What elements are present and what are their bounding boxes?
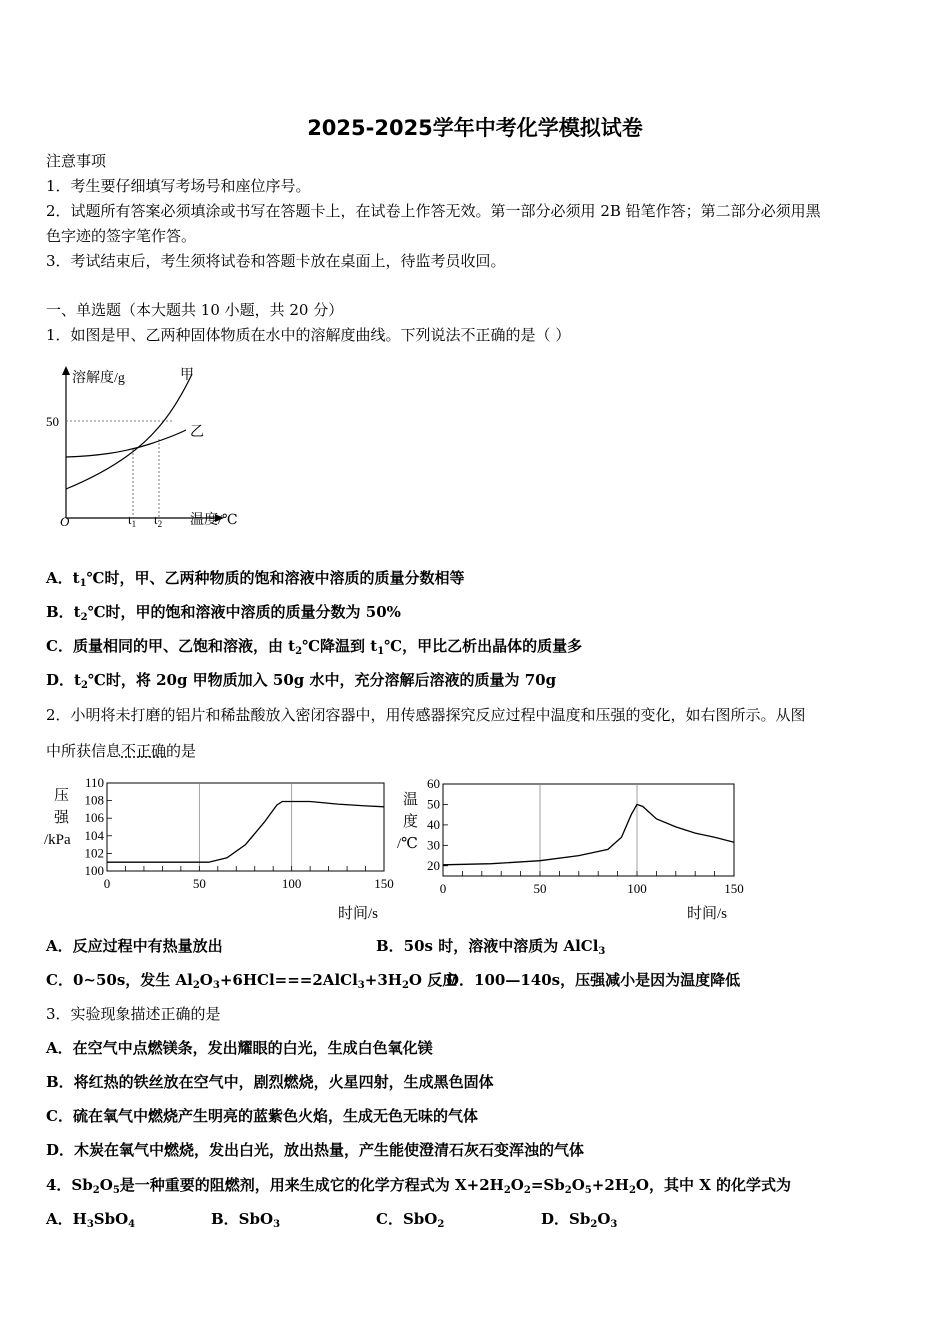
q4-option-d[interactable]: D．$Sb_2O_3$ <box>541 1210 618 1230</box>
x-tick-label: 0 <box>439 881 447 896</box>
q4-option-b[interactable]: B．SbO$_3$ <box>211 1210 281 1230</box>
notice-item: 3．考试结束后，考生须将试卷和答题卡放在桌面上，待监考员收回。 <box>46 252 506 270</box>
q3-option-d[interactable]: D．木炭在氧气中燃烧，发出白光，放出热量，产生能使澄清石灰石变浑浊的气体 <box>46 1141 585 1159</box>
y-axis-arrow <box>62 366 70 375</box>
curve-jia <box>66 374 192 489</box>
y-tick-label: 104 <box>84 827 104 843</box>
pressure-chart <box>40 770 400 930</box>
q2-stem-line1: 2．小明将未打磨的铝片和稀盐酸放入密闭容器中，用传感器探究反应过程中温度和压强的变化，如右图所示。从图 <box>46 706 806 724</box>
notice-item: 色字迹的签字笔作答。 <box>46 227 197 245</box>
y-axis-label: 温 <box>403 792 419 808</box>
notice-item: 2．试题所有答案必须填涂或书写在答题卡上，在试卷上作答无效。第一部分必须用 2B 铅笔作答；第二部分必须用黑 <box>46 202 821 220</box>
curve-yi <box>66 430 186 457</box>
y-axis-label: 溶解度/g <box>72 371 125 386</box>
x-axis-label: 温度/℃ <box>190 513 238 528</box>
plot-frame <box>107 783 384 871</box>
q2-stem-line2: 中所获信息不正确的是 <box>46 742 197 760</box>
y-tick-label: 30 <box>427 837 440 853</box>
y-axis-label: 强 <box>54 810 70 826</box>
y-axis-label: /℃ <box>397 836 418 852</box>
q4-option-c[interactable]: C．SbO$_2$ <box>376 1210 445 1230</box>
pressure-curve <box>107 802 384 863</box>
q2-option-b[interactable]: B．50s 时，溶液中溶质为 AlCl$_3$ <box>376 937 606 957</box>
q1-option-c[interactable]: C．质量相同的甲、乙饱和溶液，由 $t_2℃$降温到 $t_1℃$，甲比乙析出晶体的质量多 <box>46 637 583 657</box>
q2-option-a[interactable]: A．反应过程中有热量放出 <box>46 937 223 955</box>
x-tick-label: 100 <box>627 881 647 896</box>
q4-stem: 4．$Sb_2O_5$是一种重要的阻燃剂，用来生成它的化学方程式为 $X+2H_2O_2=Sb_2O_5+2H_2O$，其中 X 的化学式为 <box>46 1176 792 1196</box>
y-tick-label: 110 <box>84 775 104 790</box>
y-tick-label: 60 <box>427 776 440 791</box>
temperature-curve <box>443 804 734 864</box>
q3-option-a[interactable]: A．在空气中点燃镁条，发出耀眼的白光，生成白色氧化镁 <box>46 1039 433 1057</box>
t1-label: $t_1$ <box>128 512 137 529</box>
notice-item: 1．考生要仔细填写考场号和座位序号。 <box>46 177 311 195</box>
curve-yi-label: 乙 <box>190 425 204 440</box>
y-tick-label: 102 <box>84 845 104 861</box>
notice-heading: 注意事项 <box>46 152 107 170</box>
x-tick-label: 150 <box>724 881 744 896</box>
y-tick-label: 50 <box>427 796 440 812</box>
plot-frame <box>443 784 734 876</box>
x-axis-label: 时间/s <box>687 906 728 922</box>
solubility-chart <box>40 360 260 535</box>
y-axis-label: 度 <box>403 814 419 830</box>
x-tick-label: 150 <box>374 876 394 891</box>
section-heading: 一、单选题（本大题共 10 小题，共 20 分） <box>46 301 344 319</box>
q3-option-c[interactable]: C．硫在氧气中燃烧产生明亮的蓝紫色火焰，生成无色无味的气体 <box>46 1107 478 1125</box>
temperature-chart <box>395 770 755 930</box>
page-title: 2025-2025学年中考化学模拟试卷 <box>307 116 643 140</box>
q3-stem: 3．实验现象描述正确的是 <box>46 1005 221 1023</box>
origin-label: O <box>60 514 70 529</box>
q2-option-d[interactable]: D．100—140s，压强减小是因为温度降低 <box>446 971 741 989</box>
x-axis-label: 时间/s <box>338 906 379 922</box>
y-axis-label: /kPa <box>44 832 71 848</box>
q1-option-b[interactable]: B．$t_2℃$时，甲的饱和溶液中溶质的质量分数为 50% <box>46 603 401 623</box>
x-tick-label: 100 <box>281 876 302 891</box>
y-tick-label: 108 <box>84 792 104 808</box>
t2-label: $t_2$ <box>154 512 163 529</box>
y-tick-label: 100 <box>84 863 104 878</box>
curve-jia-label: 甲 <box>180 368 194 383</box>
y-axis-label: 压 <box>54 788 70 804</box>
x-tick-label: 50 <box>192 876 206 891</box>
q1-stem: 1．如图是甲、乙两种固体物质在水中的溶解度曲线。下列说法不正确的是（ ） <box>46 326 571 344</box>
q1-option-a[interactable]: A．$t_1℃$时，甲、乙两种物质的饱和溶液中溶质的质量分数相等 <box>46 569 465 589</box>
x-tick-label: 50 <box>533 881 547 896</box>
q4-option-a[interactable]: A．$H_3SbO_4$ <box>46 1210 136 1230</box>
q3-option-b[interactable]: B．将红热的铁丝放在空气中，剧烈燃烧，火星四射，生成黑色固体 <box>46 1073 494 1091</box>
q1-option-d[interactable]: D．$t_2℃$时，将 20g 甲物质加入 50g 水中，充分溶解后溶液的质量为 70g <box>46 671 557 691</box>
y-tick-label: 20 <box>427 857 440 873</box>
y-tick-label: 50 <box>46 414 59 429</box>
x-tick-label: 0 <box>103 876 111 891</box>
y-tick-label: 106 <box>84 810 104 826</box>
y-tick-label: 40 <box>427 816 440 832</box>
q2-option-c[interactable]: C．0~50s，发生 $Al_2O_3+6HCl===2AlCl_3+3H_2O$ 反应 <box>46 971 458 991</box>
